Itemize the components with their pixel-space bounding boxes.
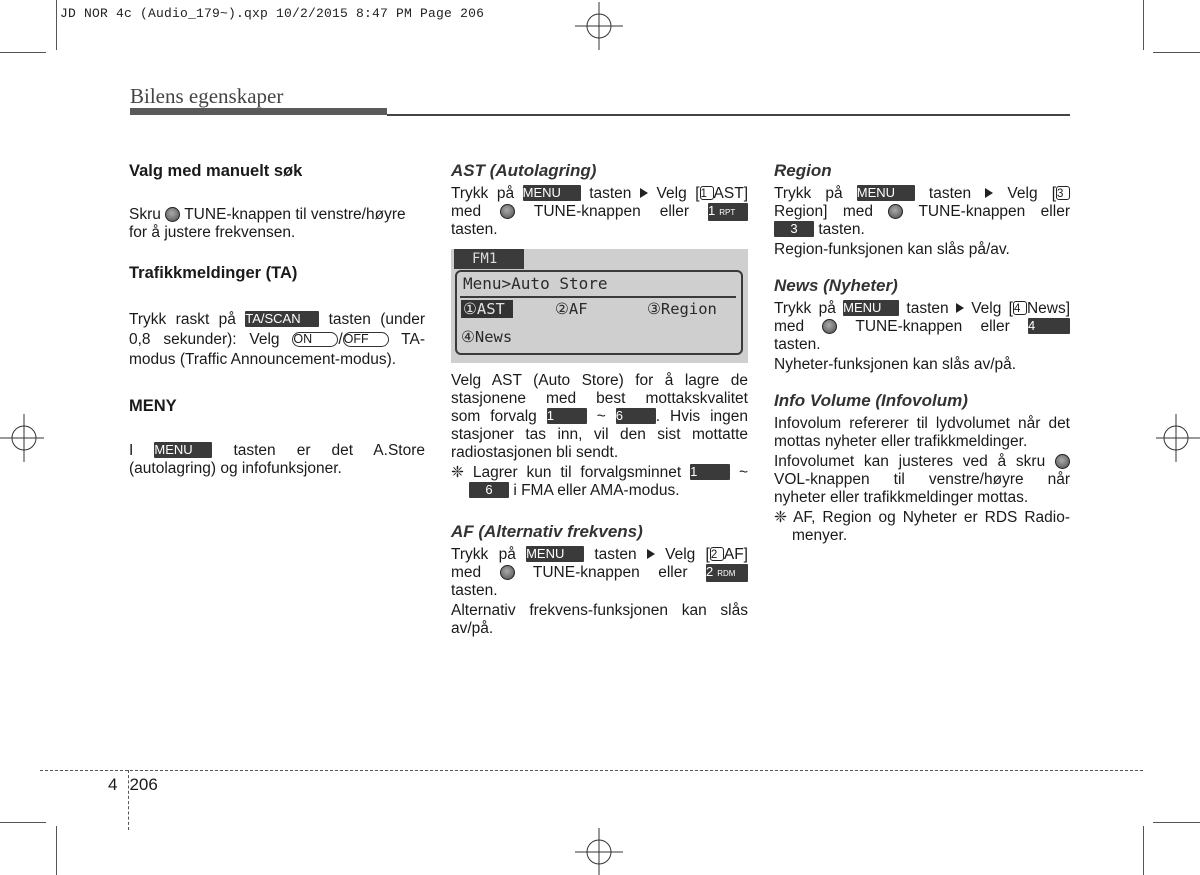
note <box>451 482 748 500</box>
paragraph: stasjonene med best mottakskvalitet <box>451 390 748 407</box>
text: News] <box>1026 300 1071 317</box>
text: Region] med <box>774 203 873 220</box>
preset-6-key: 6 <box>469 482 509 498</box>
text: med <box>451 564 482 581</box>
paragraph: tasten. <box>451 221 498 238</box>
on-button-icon: ON <box>292 332 338 347</box>
number-4-icon: 4 <box>1013 301 1027 315</box>
preset-4-key: 4 <box>1028 318 1070 334</box>
screen-divider <box>460 296 736 298</box>
tune-knob-icon <box>165 207 180 222</box>
tune-knob-icon <box>500 204 515 219</box>
paragraph <box>451 185 748 203</box>
text: ~ <box>738 464 748 481</box>
paragraph <box>774 185 1070 203</box>
section-title: Bilens egenskaper <box>130 84 284 108</box>
menu-key: MENU <box>857 185 915 201</box>
paragraph <box>774 318 1070 336</box>
paragraph <box>129 331 425 349</box>
text: Trykk på <box>451 546 516 563</box>
crop-mark <box>56 0 57 50</box>
text: med <box>774 318 805 335</box>
heading-region: Region <box>774 161 832 180</box>
heading-ast: AST (Autolagring) <box>451 161 597 180</box>
paragraph <box>451 408 748 426</box>
paragraph <box>451 203 748 221</box>
text: TUNE-knappen eller <box>918 203 1070 220</box>
text: AF] <box>723 546 748 563</box>
text: TUNE-knappen eller <box>532 564 688 581</box>
crop-mark <box>0 822 46 823</box>
paragraph: mottas nyheter eller trafikkmeldinger. <box>774 433 1028 450</box>
text: tasten <box>589 185 632 202</box>
registration-mark-right <box>1152 414 1200 462</box>
preset-2-rdm-key <box>706 564 748 582</box>
text: TUNE-knappen eller <box>855 318 1010 335</box>
number-3-icon: 3 <box>1056 186 1070 200</box>
text: tasten <box>906 300 949 317</box>
text: Infovolumet kan justeres ved å skru <box>774 453 1046 470</box>
text: AST] <box>713 185 748 202</box>
heading-af: AF (Alternativ frekvens) <box>451 522 643 541</box>
menu-key: MENU <box>154 442 212 458</box>
text: tasten er det A.Store <box>233 442 425 459</box>
arrow-right-icon <box>647 549 655 559</box>
text: Trykk på <box>774 185 843 202</box>
text: som forvalg <box>451 408 537 425</box>
text: Trykk på <box>451 185 515 202</box>
heading-traffic: Trafikkmeldinger (TA) <box>129 264 298 282</box>
registration-mark-top <box>575 2 623 50</box>
preset-1-key: 1 <box>547 408 587 424</box>
paragraph <box>451 564 748 582</box>
screen-title: Menu>Auto Store <box>463 274 608 293</box>
key-sublabel: RPT <box>719 208 736 217</box>
header-rule <box>387 114 1070 116</box>
paragraph: modus (Traffic Announcement-modus). <box>129 351 397 368</box>
preset-1-rpt-key <box>708 203 748 221</box>
crop-mark <box>1153 822 1200 823</box>
ta-scan-key: TA/SCAN <box>245 311 319 327</box>
text: I <box>129 442 134 459</box>
right-column <box>774 162 1070 545</box>
text: tasten (under <box>328 311 426 328</box>
heading-news: News (Nyheter) <box>774 276 898 295</box>
paragraph <box>129 311 425 329</box>
left-column <box>129 162 425 478</box>
menu-key: MENU <box>843 300 899 316</box>
tune-knob-icon <box>500 565 515 580</box>
preset-6-key: 6 <box>616 408 656 424</box>
radio-screen <box>451 249 748 363</box>
page-number <box>108 775 158 795</box>
tune-knob-icon <box>888 204 903 219</box>
paragraph: tasten. <box>451 582 498 599</box>
paragraph: Nyheter-funksjonen kan slås av/på. <box>774 356 1017 373</box>
text: Velg [ <box>656 185 700 202</box>
paragraph: tasten. <box>774 336 821 353</box>
key-label: 2 <box>706 564 714 579</box>
crop-mark <box>1143 0 1144 50</box>
registration-mark-bottom <box>575 828 623 875</box>
text: ❈ Lagrer kun til forvalgsminnet <box>451 464 682 481</box>
paragraph: Infovolum refererer til lydvolumet når det <box>774 415 1070 432</box>
arrow-right-icon <box>956 303 964 313</box>
note <box>451 464 748 482</box>
paragraph <box>774 203 1070 221</box>
paragraph: Velg AST (Auto Store) for å lagre de <box>451 372 748 389</box>
paragraph <box>774 300 1070 318</box>
paragraph <box>774 221 1070 239</box>
text: tasten. <box>818 221 865 238</box>
text: TA- <box>401 331 425 348</box>
screen-tab: FM1 <box>454 249 524 269</box>
menu-key: MENU <box>526 546 584 562</box>
crop-mark <box>56 826 57 875</box>
screen-item-region: ③Region <box>647 300 717 318</box>
vol-knob-icon <box>1055 454 1070 469</box>
text: / <box>338 331 343 348</box>
text: tasten <box>594 546 637 563</box>
text: Velg [ <box>665 546 710 563</box>
text: Trykk raskt på <box>129 311 236 328</box>
paragraph: VOL-knappen til venstre/høyre når <box>774 471 1070 488</box>
paragraph: stasjoner tas inn, vil den sist mottatte <box>451 426 748 443</box>
crop-mark <box>0 52 46 53</box>
paragraph: Region-funksjonen kan slås på/av. <box>774 241 1010 258</box>
text: for å justere frekvensen. <box>129 224 296 241</box>
key-sublabel: RDM <box>717 569 736 578</box>
text: 0,8 sekunder): Velg <box>129 331 280 348</box>
preset-1-key: 1 <box>690 464 730 480</box>
off-button-icon: OFF <box>343 332 389 347</box>
key-label: 1 <box>708 203 716 218</box>
text: TUNE-knappen til venstre/høyre <box>184 206 406 223</box>
print-slug: JD NOR 4c (Audio_179~).qxp 10/2/2015 8:47 PM Page 206 <box>60 6 485 21</box>
paragraph: av/på. <box>451 620 494 637</box>
paragraph <box>129 206 425 242</box>
crop-mark <box>1153 52 1200 53</box>
paragraph <box>129 442 425 460</box>
note: ❈ AF, Region og Nyheter er RDS Radio- <box>774 509 1070 526</box>
heading-manual-search: Valg med manuelt søk <box>129 162 303 180</box>
text: . Hvis ingen <box>655 408 749 425</box>
chapter-number: 4 <box>108 775 118 794</box>
number-1-icon: 1 <box>700 186 714 200</box>
paragraph: radiostasjonen bli sendt. <box>451 444 619 461</box>
arrow-right-icon <box>640 188 648 198</box>
number-2-icon: 2 <box>710 547 724 561</box>
page-number-value: 206 <box>129 775 158 794</box>
text: Trykk på <box>774 300 836 317</box>
preset-3-key: 3 <box>774 221 814 237</box>
screen-item-ast: ①AST <box>461 300 513 318</box>
paragraph: (autolagring) og infofunksjoner. <box>129 460 342 477</box>
text: Velg [ <box>1007 185 1056 202</box>
screen-item-news: ④News <box>461 328 513 346</box>
footer-rule <box>40 770 1143 771</box>
menu-key: MENU <box>523 185 581 201</box>
registration-mark-left <box>0 414 44 462</box>
paragraph <box>774 453 1070 471</box>
paragraph: nyheter eller trafikkmeldinger mottas. <box>774 489 1029 506</box>
text: med <box>451 203 482 220</box>
screen-item-af: ②AF <box>555 300 588 318</box>
header-bar <box>130 108 387 115</box>
heading-menu: MENY <box>129 397 177 415</box>
tune-knob-icon <box>822 319 837 334</box>
text: ~ <box>596 408 606 425</box>
text: tasten <box>928 185 972 202</box>
screen-menu-window <box>455 270 743 355</box>
text: TUNE-knappen eller <box>533 203 689 220</box>
heading-info-volume: Info Volume (Infovolum) <box>774 391 968 410</box>
text: Velg [ <box>971 300 1013 317</box>
crop-mark <box>1143 826 1144 875</box>
note: menyer. <box>792 527 848 544</box>
arrow-right-icon <box>985 188 993 198</box>
text: i FMA eller AMA-modus. <box>513 482 680 499</box>
paragraph: Alternativ frekvens-funksjonen kan slås <box>451 602 748 619</box>
middle-column <box>451 162 748 638</box>
text: Skru <box>129 206 161 223</box>
paragraph <box>451 546 748 564</box>
